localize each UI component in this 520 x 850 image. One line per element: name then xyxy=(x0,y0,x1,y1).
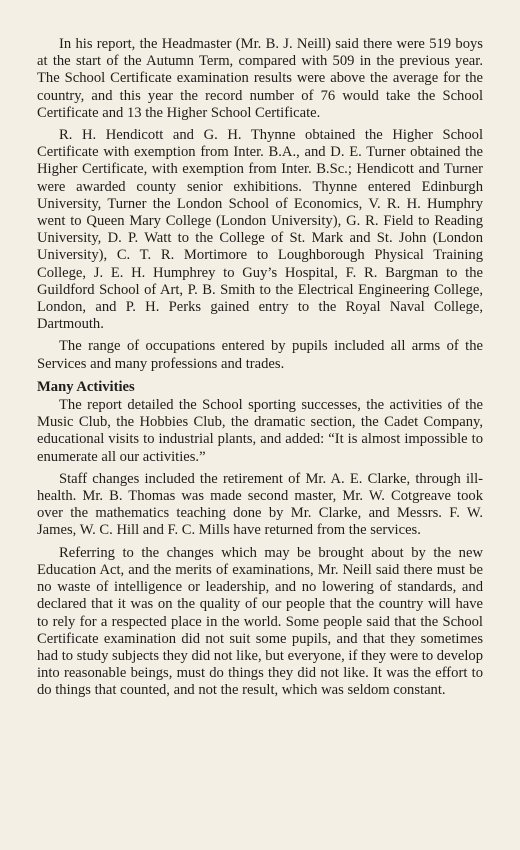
paragraph-staff-changes: Staff changes included the retirement of Mr. A. E. Clarke, through ill-health. Mr. B. Thomas was made second master, Mr. W. Cotgreave took over the mathematics teaching done by Mr. Clarke, and Messrs. F. W. James, W. C. Hill and F. C. Mills have returned from the services. xyxy=(37,470,483,539)
paragraph-occupations: The range of occupations entered by pupils included all arms of the Services and many professions and trades. xyxy=(37,338,483,372)
section-heading-many-activities: Many Activities xyxy=(37,378,135,395)
paragraph-certificate-results: R. H. Hendicott and G. H. Thynne obtained the Higher School Certificate with exemption from Inter. B.A., and D. E. Turner obtained the Higher Certificate, with exemption from Inter. B.Sc.; Hendicott and Turner were awarded county senior exhibitions. Thynne entered Edinburgh University, Turner the London School of Economics, V. R. H. Humphry went to Queen Mary College (London University), G. R. Field to Reading University, D. P. Watt to the College of St. Mark and St. John (London University), C. T. R. Mortimore to Loughborough Physical Training College, J. E. H. Humphrey to Guy’s Hospital, F. R. Bargman to the Guildford School of Art, P. B. Smith to the Electrical Engineering College, London, and P. H. Perks gained entry to the Royal Naval College, Dartmouth. xyxy=(37,127,483,333)
paragraph-education-act: Referring to the changes which may be brought about by the new Education Act, and the merits of examinations, Mr. Neill said there must be no waste of intelligence or leadership, and no lowering of standards, and declared that it was on the quality of our people that the country will have to rely for a respected place in the world. Some people said that the School Certificate examination did not suit some pupils, and that they sometimes had to study subjects they did not like, but everyone, if they were to develop into reasonable beings, must do things they did not like. It was the effort to do things that counted, and not the result, which was seldom constant. xyxy=(37,544,483,699)
paragraph-activities: The report detailed the School sporting successes, the activities of the Music Club, the Hobbies Club, the dramatic section, the Cadet Company, educational visits to industrial plants, and added: “It is almost impossible to enumerate all our activities.” xyxy=(37,397,483,465)
paragraph-headmaster-report: In his report, the Headmaster (Mr. B. J. Neill) said there were 519 boys at the start of the Autumn Term, compared with 509 in the previous year. The School Certificate examination results were above the average for the country, and this year the record number of 76 would take the School Certificate and 13 the Higher School Certificate. xyxy=(37,36,483,121)
article-body xyxy=(37,36,483,705)
